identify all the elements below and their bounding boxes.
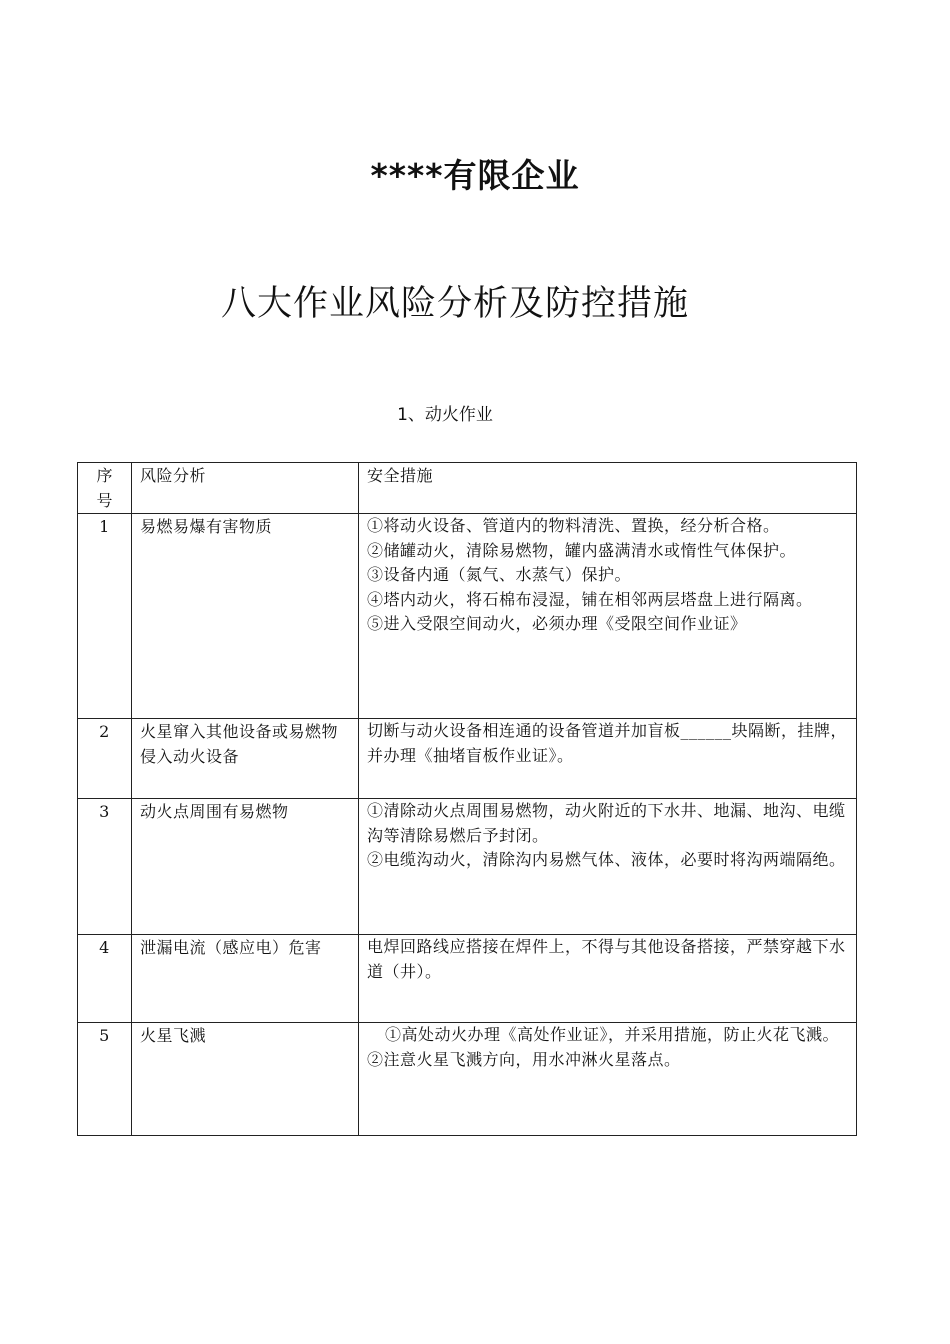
header-measure-label: 安全措施 bbox=[367, 466, 434, 485]
row-risk: 火星飞溅 bbox=[140, 1026, 207, 1045]
measure-line: ①清除动火点周围易燃物，动火附近的下水井、地漏、地沟、电缆沟等清除易燃后予封闭。 bbox=[367, 801, 846, 845]
header-no-label: 序号 bbox=[96, 466, 113, 510]
risk-table bbox=[77, 462, 857, 1136]
row-measure-cell bbox=[359, 799, 857, 935]
row-risk-cell bbox=[132, 514, 359, 719]
row-risk: 动火点周围有易燃物 bbox=[140, 802, 289, 821]
document-title: 八大作业风险分析及防控措施 bbox=[220, 284, 689, 324]
measure-line: 切断与动火设备相连通的设备管道并加盲板______块隔断，挂牌，并办理《抽堵盲板作业证》。 bbox=[367, 721, 848, 765]
row-no: 1 bbox=[99, 517, 110, 536]
row-no-cell bbox=[78, 935, 132, 1023]
measure-line: ④塔内动火，将石棉布浸湿，铺在相邻两层塔盘上进行隔离。 bbox=[367, 589, 813, 609]
row-no: 5 bbox=[99, 1026, 110, 1045]
row-risk-cell bbox=[132, 719, 359, 799]
row-measure-cell bbox=[359, 935, 857, 1023]
measure-line: ②储罐动火，清除易燃物，罐内盛满清水或惰性气体保护。 bbox=[367, 540, 797, 560]
measure-line: ⑤进入受限空间动火，必须办理《受限空间作业证》 bbox=[367, 614, 747, 633]
header-risk bbox=[132, 463, 359, 514]
row-risk: 火星窜入其他设备或易燃物侵入动火设备 bbox=[140, 722, 339, 766]
measure-line: ②注意火星飞溅方向，用水冲淋火星落点。 bbox=[367, 1049, 681, 1069]
row-risk-cell bbox=[132, 935, 359, 1023]
header-no bbox=[78, 463, 132, 514]
header-measure bbox=[359, 463, 857, 514]
row-no-cell bbox=[78, 719, 132, 799]
row-no-cell bbox=[78, 1023, 132, 1136]
table-row bbox=[78, 1023, 857, 1136]
table-row bbox=[78, 799, 857, 935]
row-measure-cell bbox=[359, 1023, 857, 1136]
section-title: 1、动火作业 bbox=[397, 405, 493, 425]
measure-line: 电焊回路线应搭接在焊件上，不得与其他设备搭接，严禁穿越下水道（井）。 bbox=[367, 937, 846, 981]
company-title: ****有限企业 bbox=[370, 156, 580, 195]
row-measure-cell bbox=[359, 719, 857, 799]
row-risk-cell bbox=[132, 799, 359, 935]
row-measure-cell bbox=[359, 514, 857, 719]
measure-line: ③设备内通（氮气、水蒸气）保护。 bbox=[367, 565, 632, 584]
row-no: 4 bbox=[99, 938, 110, 957]
table-row bbox=[78, 719, 857, 799]
row-risk: 泄漏电流（感应电）危害 bbox=[140, 938, 322, 957]
table-row bbox=[78, 514, 857, 719]
header-risk-label: 风险分析 bbox=[140, 466, 207, 485]
row-no-cell bbox=[78, 799, 132, 935]
measure-line: ②电缆沟动火，清除沟内易燃气体、液体，必要时将沟两端隔绝。 bbox=[367, 850, 846, 869]
row-risk-cell bbox=[132, 1023, 359, 1136]
row-no: 2 bbox=[99, 722, 110, 741]
row-no-cell bbox=[78, 514, 132, 719]
table-row bbox=[78, 935, 857, 1023]
row-risk: 易燃易爆有害物质 bbox=[140, 517, 273, 536]
row-no: 3 bbox=[99, 802, 110, 821]
table-header-row bbox=[78, 463, 857, 514]
measure-line: ①高处动火办理《高处作业证》，并采用措施，防止火花飞溅。 bbox=[385, 1025, 840, 1044]
measure-line: ①将动火设备、管道内的物料清洗、置换，经分析合格。 bbox=[367, 516, 780, 535]
